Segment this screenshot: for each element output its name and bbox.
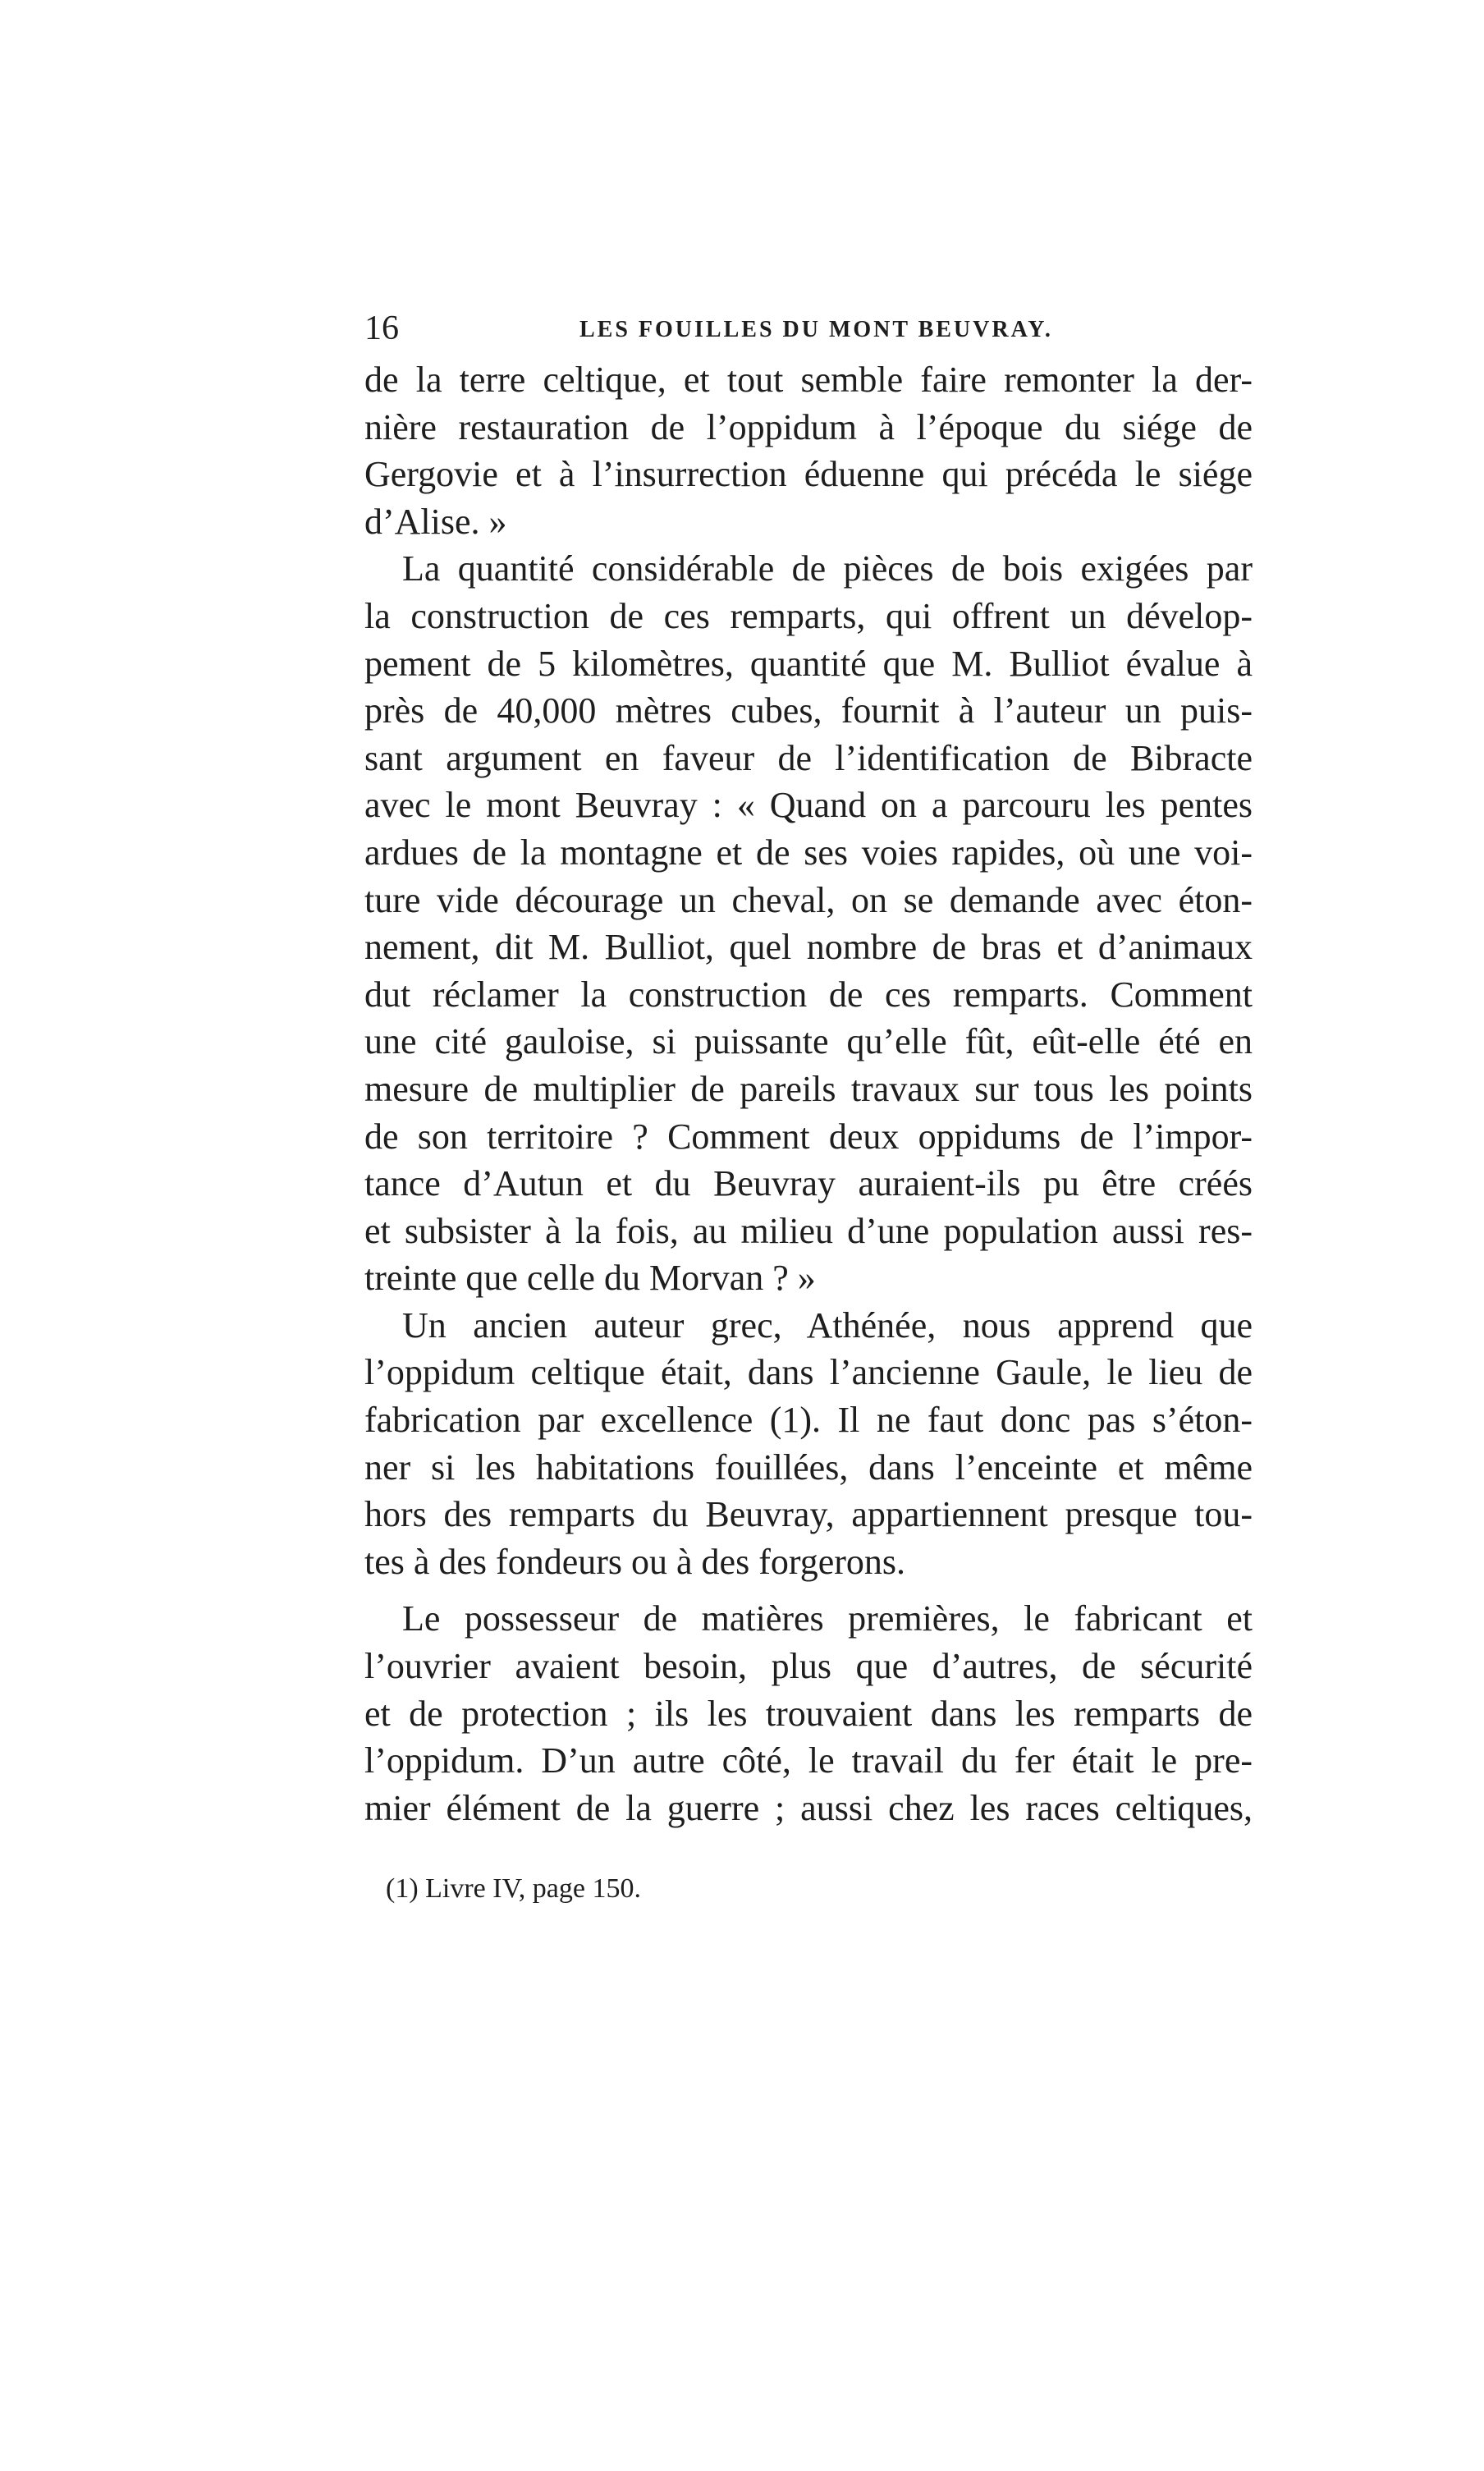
text-line: nière restauration de l’oppidum à l’époque du siége de — [364, 406, 1253, 447]
text-line: l’oppidum celtique était, dans l’ancienne Gaule, le lieu de — [364, 1352, 1253, 1393]
text-line: Le possesseur de matières premières, le fabricant et — [402, 1598, 1253, 1639]
text-line: tes à des fondeurs ou à des forgerons. — [364, 1541, 906, 1582]
text-line: mesure de multiplier de pareils travaux sur tous les points — [364, 1068, 1253, 1109]
footnote: (1) Livre IV, page 150. — [386, 1873, 641, 1904]
text-line: Un ancien auteur grec, Athénée, nous apprend que — [402, 1304, 1253, 1346]
text-line: La quantité considérable de pièces de bois exigées par — [402, 548, 1253, 589]
text-line: ner si les habitations fouillées, dans l’enceinte et même — [364, 1446, 1253, 1488]
page-number: 16 — [364, 309, 399, 347]
text-line: l’ouvrier avaient besoin, plus que d’autres, de sécurité — [364, 1646, 1253, 1687]
text-line: ardues de la montagne et de ses voies rapides, où une voi- — [364, 832, 1253, 873]
text-line: mier élément de la guerre ; aussi chez les races celtiques, — [364, 1787, 1253, 1828]
text-line: tance d’Autun et du Beuvray auraient-ils pu être créés — [364, 1163, 1253, 1204]
text-line: d’Alise. » — [364, 501, 507, 542]
text-line: pement de 5 kilomètres, quantité que M. Bulliot évalue à — [364, 643, 1253, 684]
paragraph-remparts — [364, 545, 1253, 1302]
text-line: et de protection ; ils les trouvaient dans les remparts de — [364, 1693, 1253, 1734]
text-line: la construction de ces remparts, qui offrent un dévelop- — [364, 595, 1253, 636]
text-line: Gergovie et à l’insurrection éduenne qui précéda le siége — [364, 454, 1253, 495]
paragraph-continuation — [364, 356, 1253, 545]
running-title: LES FOUILLES DU MONT BEUVRAY. — [579, 317, 1053, 342]
text-line: une cité gauloise, si puissante qu’elle fût, eût-elle été en — [364, 1021, 1253, 1062]
text-line: avec le mont Beuvray : « Quand on a parcouru les pentes — [364, 785, 1253, 826]
text-line: sant argument en faveur de l’identification de Bibracte — [364, 737, 1253, 778]
text-line: ture vide décourage un cheval, on se demande avec éton- — [364, 879, 1253, 920]
paragraph-possesseur — [364, 1595, 1253, 1831]
paragraph-athenee — [364, 1302, 1253, 1586]
text-line: dut réclamer la construction de ces remparts. Comment — [364, 974, 1253, 1015]
text-line: hors des remparts du Beuvray, appartiennent presque tou- — [364, 1494, 1253, 1535]
text-line: treinte que celle du Morvan ? » — [364, 1258, 816, 1299]
paragraph-gap — [364, 1585, 1253, 1595]
text-line: de la terre celtique, et tout semble faire remonter la der- — [364, 360, 1253, 400]
text-line: l’oppidum. D’un autre côté, le travail du fer était le pre- — [364, 1740, 1253, 1781]
text-line: de son territoire ? Comment deux oppidums de l’impor- — [364, 1116, 1253, 1157]
body-text — [364, 356, 1253, 1831]
text-line: fabrication par excellence (1). Il ne faut donc pas s’éton- — [364, 1400, 1253, 1441]
text-line: et subsister à la fois, au milieu d’une population aussi res- — [364, 1210, 1253, 1251]
running-head — [364, 305, 1253, 355]
text-line: nement, dit M. Bulliot, quel nombre de bras et d’animaux — [364, 927, 1253, 968]
text-line: près de 40,000 mètres cubes, fournit à l’auteur un puis- — [364, 690, 1253, 731]
